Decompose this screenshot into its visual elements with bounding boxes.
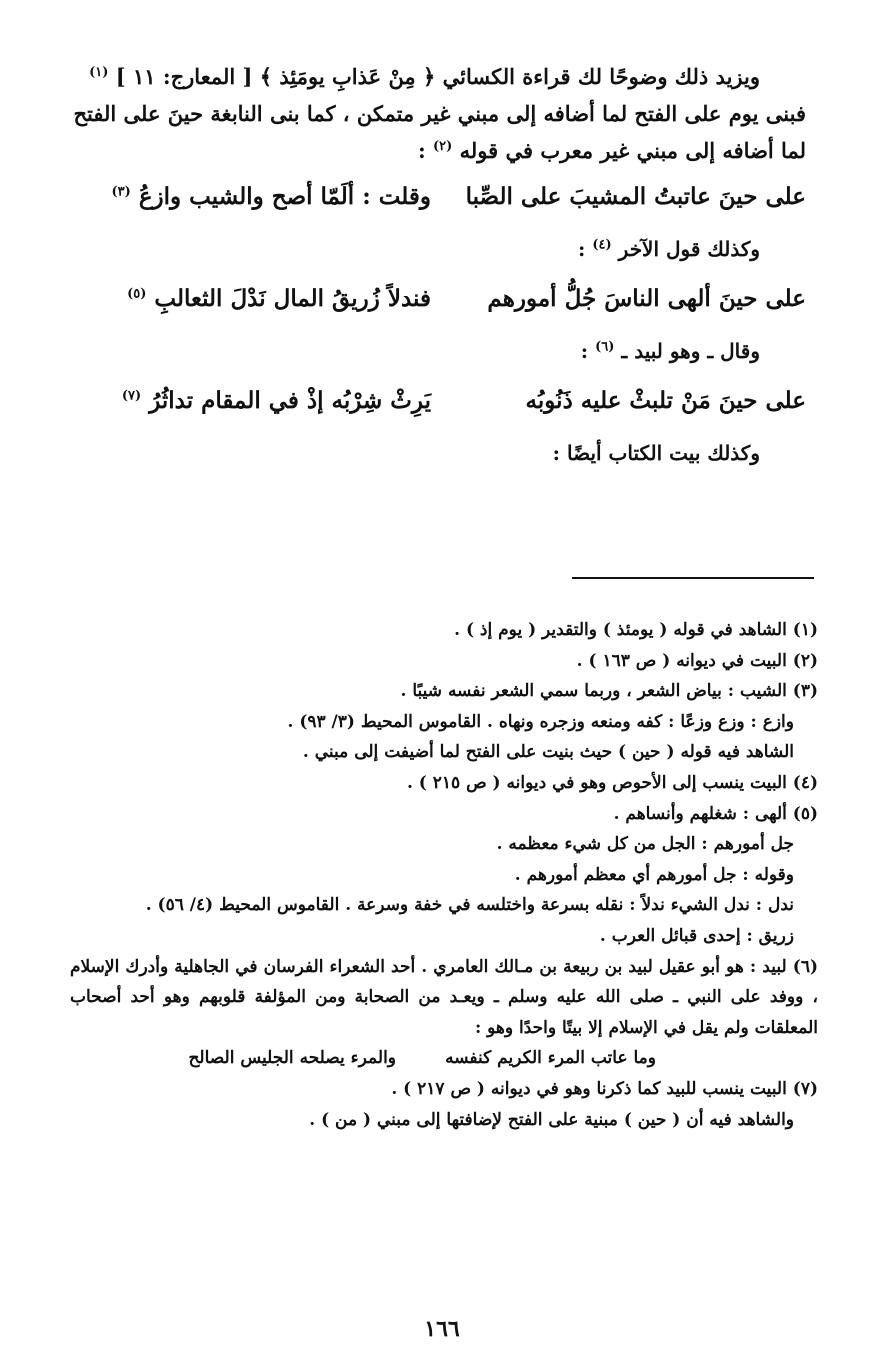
footnote-ref-7: (٧): [121, 388, 142, 404]
verse-1-second-text: وقلت : ألَمّا أصح والشيب وازعُ: [138, 183, 431, 210]
intro-2: [70, 227, 806, 271]
verse-2-second-text: فندلاً زُريقُ المال نَدْلَ الثعالبِ: [154, 285, 431, 312]
footnote-4: (٤) البيت ينسب إلى الأحوص وهو في ديوانه ( ص ٢١٥ ) .: [406, 772, 818, 793]
footnote-5-line-3: وقوله : جل أمورهم أي معظم أمورهم .: [514, 864, 794, 885]
footnotes: [70, 615, 818, 1136]
footnote-ref-2: (٢): [433, 139, 453, 154]
main-text: [70, 58, 806, 475]
footnote-5-line-4: ندل : ندل الشيء ندلاً : نقله بسرعة واختلسه في خفة وسرعة . القاموس المحيط (٤/ ٥٦) .: [145, 895, 794, 916]
footnote-2: (٢) البيت في ديوانه ( ص ١٦٣ ) .: [576, 650, 818, 671]
footnote-separator: [572, 577, 814, 579]
footnote-5-line-2: جل أمورهم : الجل من كل شيء معظمه .: [496, 834, 794, 855]
footnote-3-line-2: وازع : وزع وزعًا : كفه ومنعه وزجره ونهاه . القاموس المحيط (٣/ ٩٣) .: [287, 711, 794, 732]
footnote-ref-4: (٤): [592, 237, 612, 253]
page-number: ١٦٦: [424, 1316, 460, 1342]
paragraph-1: [70, 58, 806, 95]
intro-3-colon: :: [580, 339, 589, 363]
verse-2-second-hemistich: [127, 285, 431, 312]
footnote-ref-6: (٦): [595, 339, 615, 355]
intro-3: [70, 329, 806, 373]
paragraph-2-text: فبنى يوم على الفتح لما أضافه إلى مبني غير متمكن ، كما بنى النابغة حينَ على الفتح لما أضافه إلى مبني غير معرب في قوله: [73, 101, 806, 163]
footnote-3-line-3: الشاهد فيه قوله ( حين ) حيث بنيت على الفتح لما أضيفت إلى مبني .: [302, 742, 794, 763]
footnote-7-line-2: والشاهد فيه أن ( حين ) مبنية على الفتح لإضافتها إلى مبني ( من ) .: [309, 1109, 794, 1130]
verse-2: [70, 271, 806, 329]
paragraph-1-text: ويزيد ذلك وضوحًا لك قراءة الكسائي ﴿ مِنْ عَذابِ يومَئِذ ﴾ [ المعارج: ١١ ]: [115, 64, 760, 89]
verse-1-second-hemistich: [112, 183, 431, 210]
intro-3-text: وقال ـ وهو لبيد ـ: [621, 339, 760, 363]
footnote-3: (٣) الشيب : بياض الشعر ، وربما سمي الشعر نفسه شيبًا .: [400, 681, 818, 702]
intro-2-text: وكذلك قول الآخر: [618, 237, 760, 261]
footnote-6: (٦) لبيد : هو أبو عقيل لبيد بن ربيعة بن مـالك العامري . أحد الشعراء الفرسان في الجاهلية وأدرك الإسلام ، ووفد على النبي ـ صلى الله عليه وسلم ـ ويعـد من الصحابة ومن المؤلفة قلوبهم وهو أحد أصحاب المعلقات ولم يقل في الإسلام إلا بيتًا واحدًا وهو :: [70, 956, 818, 1038]
verse-3: [70, 373, 806, 431]
footnote-5-line-5: زريق : إحدى قبائل العرب .: [599, 925, 794, 946]
footnote-6-verse-first: وما عاتب المرء الكريم كنفسه: [445, 1048, 656, 1069]
footnote-ref-1: (١): [89, 65, 109, 80]
verse-3-second-hemistich: [122, 387, 431, 414]
footnote-ref-5: (٥): [127, 286, 147, 302]
paragraph-2-colon: :: [417, 138, 426, 163]
verse-2-first-hemistich: على حينَ ألهى الناسَ جُلُّ أمورهم: [487, 285, 806, 312]
paragraph-2: [70, 95, 806, 169]
verse-1: [70, 169, 806, 227]
footnote-ref-3: (٣): [111, 184, 131, 200]
verse-3-second-text: يَرِثْ شِرْبُه إذْ في المقام تداثُرُ: [149, 387, 431, 414]
intro-2-colon: :: [578, 237, 586, 261]
footnote-7: (٧) البيت ينسب للبيد كما ذكرنا وهو في ديوانه ( ص ٢١٧ ) .: [391, 1079, 818, 1100]
verse-1-first-hemistich: على حينَ عاتبتُ المشيبَ على الصِّبا: [465, 183, 806, 210]
footnote-5: (٥) ألهى : شغلهم وأنساهم .: [613, 803, 818, 824]
footnote-1: (١) الشاهد في قوله ( يومئذ ) والتقدير ( يوم إذ ) .: [454, 620, 818, 640]
footnote-6-verse-second: والمرء يصلحه الجليس الصالح: [188, 1048, 396, 1069]
intro-4: وكذلك بيت الكتاب أيضًا :: [552, 441, 760, 465]
footnote-6-verse: [70, 1043, 818, 1074]
verse-3-first-hemistich: على حينَ مَنْ تلبثْ عليه ذَنُوبُه: [525, 387, 806, 414]
